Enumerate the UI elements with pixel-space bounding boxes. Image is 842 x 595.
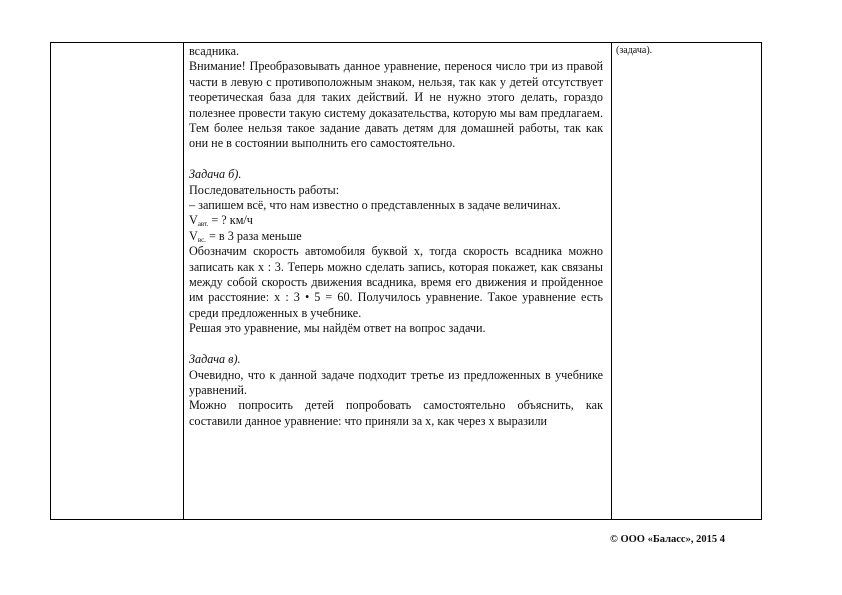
column-divider bbox=[183, 43, 184, 519]
right-note: (задача). bbox=[616, 45, 653, 56]
column-divider bbox=[611, 43, 612, 519]
main-column bbox=[189, 44, 603, 519]
list-item: – запишем всё, что нам известно о представленных в задаче величинах. bbox=[189, 198, 561, 213]
paragraph: Очевидно, что к данной задаче подходит третье из предложенных в учебнике уравнений. bbox=[189, 367, 603, 397]
task-c-heading: Задача в). bbox=[189, 352, 241, 367]
paragraph: Можно попросить детей попробовать самостоятельно объяснить, как составили данное уравнение: что приняли за x, как через x выразили bbox=[189, 398, 603, 428]
paragraph: всадника. bbox=[189, 44, 240, 58]
content-table bbox=[50, 42, 762, 520]
rider-speed-line: $V_{вс.} = в$ 3 раза меньше bbox=[189, 228, 302, 244]
attention-paragraph: Внимание! Преобразовывать данное уравнение, перенося число три из правой части в левую с противоположным знаком, нельзя, так как у детей отсутствует теоретическая база для таких действий. И не нужно этого делать, гораздо полезнее провести такую систему доказательства, которую мы вам предлагаем. Тем более нельзя такое задание давать детям для домашней работы, так как они не в состоянии выполнить его самостоятельно. bbox=[189, 59, 603, 151]
right-column bbox=[616, 44, 756, 57]
paragraph: Решая это уравнение, мы найдём ответ на вопрос задачи. bbox=[189, 321, 486, 336]
page-footer: © ООО «Баласс», 2015 4 bbox=[610, 534, 725, 545]
sequence-label: Последовательность работы: bbox=[189, 182, 340, 197]
car-speed-line: $V_{авт.}$ = ? км/ч bbox=[189, 213, 253, 229]
paragraph: Обозначим скорость автомобиля буквой x, тогда скорость всадника можно записать как x : 3. Теперь можно сделать запись, которая покажет, как связаны между собой скорость движения всадника, время его движения и пройденное им расстояние: x : 3 • 5 = 60. Получилось уравнение. Такое уравнение есть среди предложенных в учебнике. bbox=[189, 244, 603, 320]
task-b-heading: Задача б). bbox=[189, 167, 242, 182]
